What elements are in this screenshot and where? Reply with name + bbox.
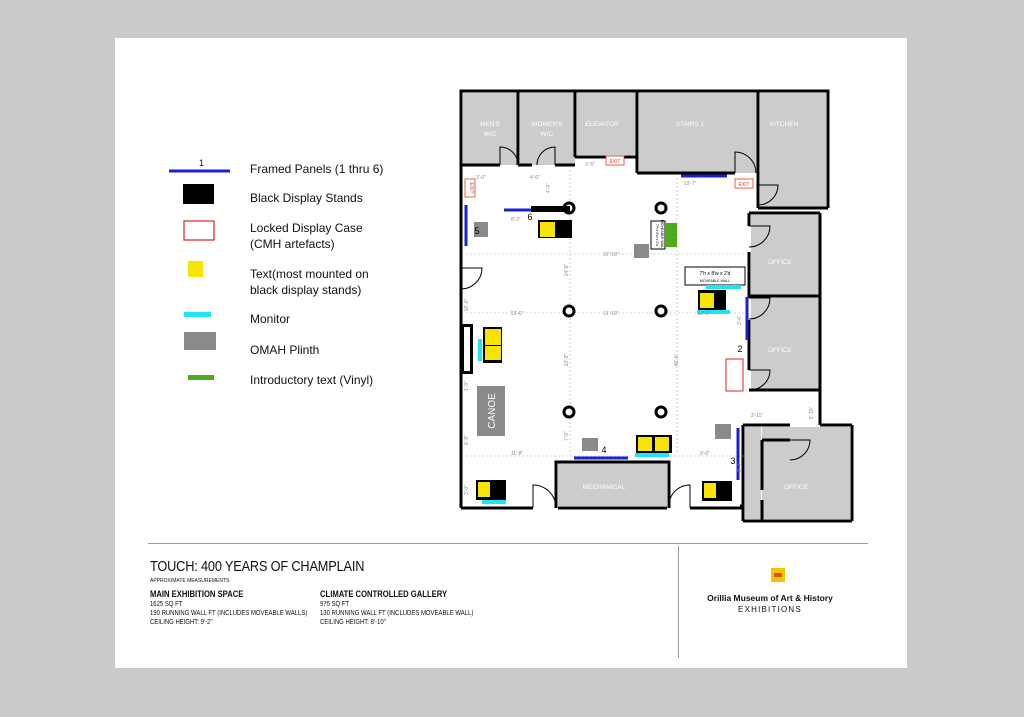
legend-case-swatch (184, 221, 214, 240)
panel-number: 4 (601, 445, 607, 455)
dimension-label: 6'-8" (464, 435, 470, 445)
dimension-label: 13'-8" (697, 311, 711, 317)
moveable-wall-note: 7'h x 8'w x 2'd (699, 271, 731, 277)
legend-text-note: black display stands) (250, 283, 362, 297)
legend-stand-swatch (183, 184, 214, 204)
main-space-area: 1625 SQ FT (150, 601, 183, 608)
moveable-wall-note: 7'h x 8'w x 2'd (655, 223, 659, 247)
dimension-label: 13'-6" (510, 311, 524, 317)
room-label-womens: WOMEN'S (531, 121, 563, 128)
dimension-label: 3'-5" (585, 162, 595, 168)
dimension-label: 3'-4" (737, 462, 743, 472)
room-label-kitchen: KITCHEN (769, 121, 799, 128)
dimension-label: 1'-9" (464, 381, 470, 391)
room-kitchen (760, 93, 826, 208)
legend-plinth-swatch (184, 332, 216, 350)
climate-wall: 130 RUNNING WALL FT (INCLUDES MOVEABLE WALL) (320, 610, 474, 617)
legend-monitor-swatch (184, 312, 211, 317)
exit-label: EXIT (738, 182, 750, 188)
room-womens (520, 93, 575, 165)
room-label-womens: W/C (540, 131, 554, 138)
climate-heading: CLIMATE CONTROLLED GALLERY (320, 589, 448, 599)
footer-vertical-divider (678, 546, 679, 658)
room-mens (463, 93, 518, 165)
exhibition-title: TOUCH: 400 YEARS OF CHAMPLAIN (150, 558, 365, 575)
room-label-mens: MEN'S (479, 121, 501, 128)
legend-black-stands: Black Display Stands (250, 191, 363, 205)
dimension-label: 7'-0" (564, 431, 570, 441)
footer-divider (148, 543, 868, 544)
climate-area: 975 SQ FT (320, 601, 350, 608)
exit-label: EXIT (609, 159, 621, 165)
moveable-wall-note: MOVEABLE WALL (699, 279, 731, 283)
dimension-label: 11'-8" (510, 451, 524, 457)
room-stairs (639, 93, 758, 173)
locked-display-case (726, 359, 743, 391)
legend-vinyl: Introductory text (Vinyl) (250, 373, 374, 387)
legend-text-swatch (188, 261, 203, 277)
panel-number: 2 (737, 344, 743, 354)
column (656, 407, 666, 417)
canoe-label: CANOE (487, 393, 498, 429)
legend-locked-case-note: (CMH artefacts) (250, 237, 335, 251)
dimension-label: 4'-9" (546, 183, 552, 193)
legend-framed-panels: Framed Panels (1 thru 6) (250, 162, 384, 176)
dimension-label: 11'-10" (603, 311, 619, 317)
approx-note: APPROXIMATE MEASUREMENTS (150, 578, 230, 584)
panel-number: 3 (730, 456, 736, 466)
dimension-label: 3'-0" (476, 175, 486, 181)
org-name: Orillia Museum of Art & History (707, 593, 833, 603)
legend-monitor: Monitor (250, 312, 291, 326)
main-space-ceiling: CEILING HEIGHT: 9'-2" (150, 619, 213, 626)
column (656, 306, 666, 316)
dimension-label: 13'-9" (564, 353, 570, 367)
exit-label: EXIT (468, 182, 474, 194)
org-subtitle: EXHIBITIONS (738, 605, 802, 614)
legend-swatches (169, 171, 230, 380)
dimension-label: 3'-6" (737, 315, 743, 325)
dimension-label: 3'-11" (750, 413, 764, 419)
legend-text: Text(most mounted on (250, 267, 369, 281)
framed-panels (466, 176, 750, 480)
room-label-main: MAIN EXHIBITION SPACE (574, 338, 648, 344)
dimension-label: 37'-10" (603, 252, 619, 258)
room-label-stairs: STAIRS 1 (675, 121, 705, 128)
legend-plinth: OMAH Plinth (250, 343, 320, 357)
legend-locked-case: Locked Display Case (250, 221, 363, 235)
dimension-label: 5'-10" (809, 406, 815, 420)
dimension-label: 3'-0" (464, 485, 470, 495)
panel-number: 6 (527, 212, 533, 222)
room-office1 (751, 215, 819, 295)
room-label-mens: W/C (483, 131, 497, 138)
room-label-mechanical: MECHANICAL (582, 484, 626, 491)
main-space-heading: MAIN EXHIBITION SPACE (150, 589, 244, 599)
room-label-elevator: ELEVATOR (585, 121, 619, 128)
dimension-label: 16'-0" (464, 298, 470, 312)
dimension-label: 14'-6" (564, 263, 570, 277)
room-office2 (751, 297, 819, 390)
dimension-label: 4'-0" (530, 175, 540, 181)
panel-number: 5 (474, 226, 480, 236)
moveable-wall-note: MOVEABLE WALL (660, 219, 664, 251)
room-label-office: OFFICE (768, 347, 792, 354)
dimension-label: 8'-2" (511, 217, 521, 223)
dimension-label: 13'-7" (683, 181, 697, 187)
legend-panel-number: 1 (199, 158, 205, 168)
omah-logo-icon (771, 568, 785, 582)
room-side (745, 427, 761, 519)
climate-ceiling: CEILING HEIGHT: 8'-10" (320, 619, 386, 626)
room-label-office: OFFICE (768, 259, 792, 266)
room-label-office: OFFICE (784, 484, 808, 491)
column (564, 306, 574, 316)
column (656, 203, 666, 213)
main-space-wall: 190 RUNNING WALL FT (INCLUDES MOVEABLE WALLS) (150, 610, 308, 617)
dimension-label: 9'-0" (700, 451, 710, 457)
dimension-label: 45'-6" (674, 353, 680, 367)
legend-vinyl-swatch (188, 375, 214, 380)
column (564, 407, 574, 417)
